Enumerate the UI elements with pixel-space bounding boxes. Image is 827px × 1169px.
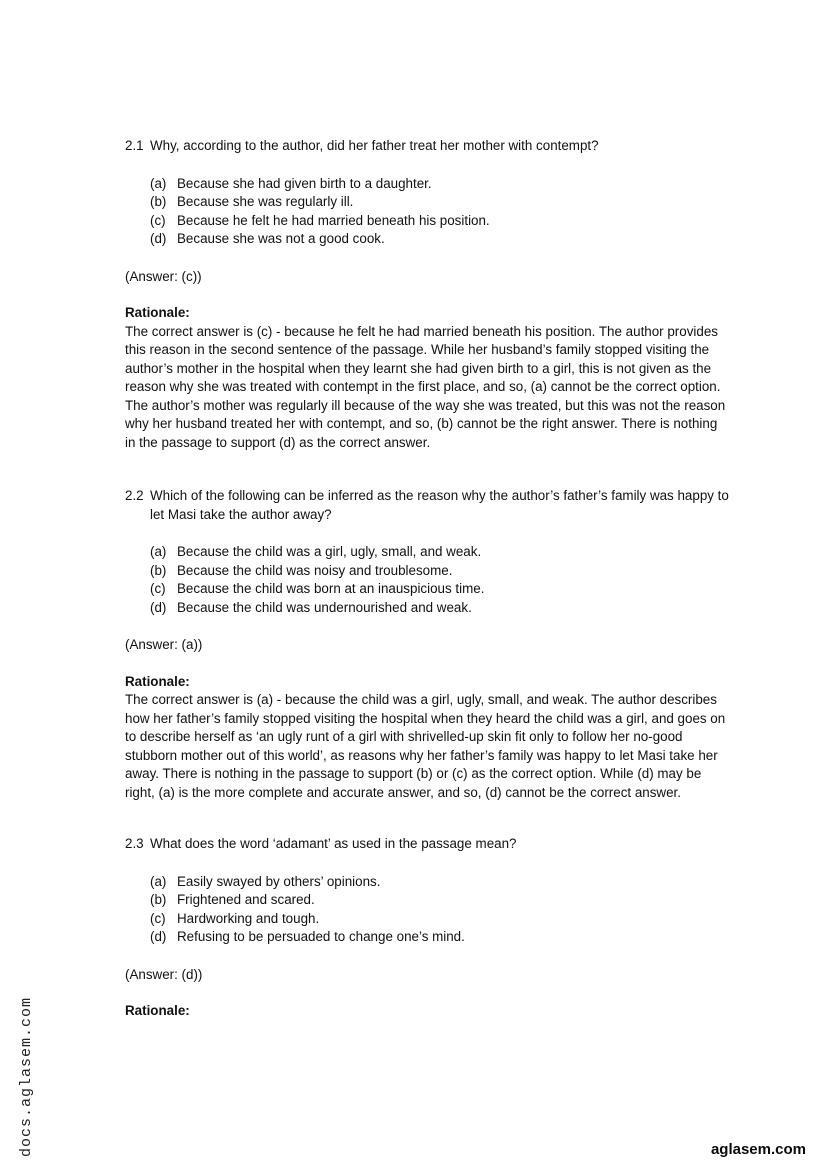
question-number: 2.2 bbox=[125, 488, 144, 503]
option-label: (a) bbox=[150, 873, 167, 889]
option-text: Hardworking and tough. bbox=[177, 910, 320, 926]
option-text: Frightened and scared. bbox=[177, 892, 315, 907]
document-body bbox=[125, 137, 731, 1021]
answer-line: (Answer: (c)) bbox=[125, 268, 202, 284]
option-text: Because the child was a girl, ugly, small, and weak. bbox=[177, 544, 482, 559]
option-a bbox=[150, 543, 731, 562]
option-text: Because he felt he had married beneath his position. bbox=[177, 212, 490, 228]
option-b bbox=[150, 891, 731, 910]
option-text: Because she was regularly ill. bbox=[177, 194, 354, 209]
question-line bbox=[125, 487, 731, 524]
question-text: What does the word ‘adamant’ as used in the passage mean? bbox=[150, 836, 517, 851]
question-line bbox=[125, 137, 731, 156]
option-text: Because the child was noisy and troublesome. bbox=[177, 562, 453, 578]
option-label: (d) bbox=[150, 231, 167, 246]
option-text: Because she was not a good cook. bbox=[177, 231, 385, 246]
option-c bbox=[150, 580, 731, 599]
option-text: Refusing to be persuaded to change one’s mind. bbox=[177, 929, 465, 944]
option-label: (c) bbox=[150, 212, 166, 228]
rationale-section bbox=[125, 1002, 731, 1021]
option-text: Easily swayed by others’ opinions. bbox=[177, 873, 381, 889]
option-label: (c) bbox=[150, 910, 166, 926]
option-b bbox=[150, 193, 731, 212]
rationale-section bbox=[125, 673, 731, 803]
option-label: (c) bbox=[150, 581, 166, 596]
option-b bbox=[150, 562, 731, 581]
option-c bbox=[150, 910, 731, 929]
question-line bbox=[125, 835, 731, 854]
option-a bbox=[150, 175, 731, 194]
options-list bbox=[150, 175, 731, 249]
rationale-heading: Rationale: bbox=[125, 305, 190, 320]
option-label: (b) bbox=[150, 194, 167, 209]
option-a bbox=[150, 873, 731, 892]
options-list bbox=[150, 873, 731, 947]
option-d bbox=[150, 599, 731, 618]
option-label: (b) bbox=[150, 562, 167, 578]
rationale-heading: Rationale: bbox=[125, 1003, 190, 1018]
question-2-3 bbox=[125, 835, 731, 1021]
answer-line: (Answer: (d)) bbox=[125, 966, 203, 982]
option-label: (d) bbox=[150, 599, 167, 615]
rationale-section bbox=[125, 304, 731, 452]
answer-line: (Answer: (a)) bbox=[125, 637, 203, 652]
rationale-text: The correct answer is (a) - because the child was a girl, ugly, small, and weak. The author describes how her father’s family stopped visiting the hospital when they heard the child was a girl, and goes on to describe herself as ‘an ugly runt of a girl with shrivelled-up skin fit only to follow her no-good stubborn mother out of this world’, as reasons why her father’s family was happy to let Masi take her away. There is nothing in the passage to support (b) or (c) as the correct option. While (d) may be right, (a) is the more complete and accurate answer, and so, (d) cannot be the correct answer. bbox=[125, 692, 726, 800]
option-label: (a) bbox=[150, 175, 167, 191]
vertical-watermark: docs.aglasem.com bbox=[18, 996, 35, 1157]
option-d bbox=[150, 928, 731, 947]
rationale-text: The correct answer is (c) - because he felt he had married beneath his position. The author provides this reason in the second sentence of the passage. While her husband’s family stopped visiting the author’s mother in the hospital when they learnt she had given birth to a girl, this is not given as the reason why she was treated with contempt in the first place, and so, (a) cannot be the correct option. The author’s mother was regularly ill because of the way she was treated, but this was not the reason why her husband treated her with contempt, and so, (b) cannot be the right answer. There is nothing in the passage to support (d) as the correct answer. bbox=[125, 323, 726, 450]
footer-brand: aglasem.com bbox=[710, 1141, 806, 1158]
question-number: 2.3 bbox=[125, 836, 144, 851]
option-c bbox=[150, 212, 731, 231]
option-label: (d) bbox=[150, 929, 167, 944]
question-number: 2.1 bbox=[125, 138, 144, 153]
rationale-heading: Rationale: bbox=[125, 673, 190, 689]
question-text: Why, according to the author, did her father treat her mother with contempt? bbox=[150, 138, 599, 153]
question-2-1 bbox=[125, 137, 731, 452]
options-list bbox=[150, 543, 731, 617]
option-text: Because the child was born at an inauspicious time. bbox=[177, 581, 485, 596]
option-d bbox=[150, 230, 731, 249]
option-label: (a) bbox=[150, 544, 167, 559]
question-text: Which of the following can be inferred as the reason why the author’s father’s family was happy to let Masi take the author away? bbox=[150, 488, 729, 522]
option-text: Because the child was undernourished and weak. bbox=[177, 599, 472, 615]
option-label: (b) bbox=[150, 892, 167, 907]
question-2-2 bbox=[125, 487, 731, 802]
option-text: Because she had given birth to a daughter. bbox=[177, 175, 432, 191]
